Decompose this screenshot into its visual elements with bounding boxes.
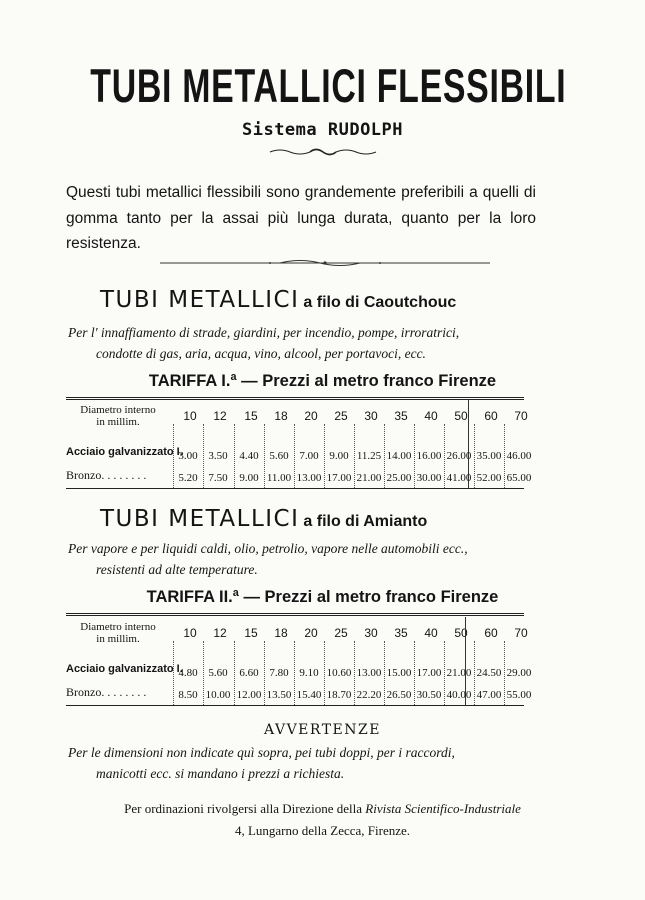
contact-info: [0, 798, 645, 842]
price-cell: 41.00: [446, 472, 472, 484]
price-cell: 13.00: [356, 667, 382, 679]
contact-address: 4, Lungarno della Zecca, Firenze.: [234, 823, 411, 838]
avvertenze-line1: Per le dimensioni non indicate quì sopra, pei tubi doppi, per i raccordi,: [68, 745, 455, 760]
price-cell: 13.00: [296, 472, 322, 484]
price-cell: 4.40: [239, 450, 259, 462]
price-cell: 6.60: [239, 667, 259, 679]
size-header: 60: [484, 409, 498, 423]
subtitle: Sistema RUDOLPH: [241, 120, 404, 140]
price-cell: 9.10: [299, 667, 319, 679]
diameter-header: [66, 621, 170, 645]
row-label: Bronzo. . . . . . . .: [66, 468, 147, 482]
price-cell: 15.40: [296, 689, 322, 701]
price-cell: 47.00: [476, 689, 502, 701]
price-cell: 55.00: [506, 689, 532, 701]
size-header: 50: [454, 409, 468, 423]
diameter-header-line1: Diametro interno: [80, 404, 156, 416]
price-cell: 25.00: [386, 472, 412, 484]
size-header: 12: [213, 409, 227, 423]
section1-title: TUBI METALLICI a filo di Caoutchouc: [100, 287, 457, 313]
section2-subtitle: a filo di Amianto: [303, 513, 428, 530]
price-cell: 14.00: [386, 450, 412, 462]
size-header: 30: [364, 626, 378, 640]
diameter-header: [66, 404, 170, 428]
intro-paragraph: Questi tubi metallici flessibili sono grandemente preferibili a quelli di gomma tanto per la assai più lunga durata, quanto per la loro resistenza.: [66, 184, 536, 252]
size-header: 25: [334, 409, 348, 423]
price-cell: 10.60: [326, 667, 352, 679]
price-cell: 11.25: [356, 450, 382, 462]
price-cell: 15.00: [386, 667, 412, 679]
price-cell: 52.00: [476, 472, 502, 484]
price-cell: 11.00: [266, 472, 292, 484]
size-header: 40: [424, 409, 438, 423]
ornament-line: [160, 256, 490, 270]
size-header: 70: [514, 409, 528, 423]
price-cell: 9.00: [329, 450, 349, 462]
diameter-header-line1: Diametro interno: [80, 621, 156, 633]
size-header: 35: [394, 409, 408, 423]
size-header: 10: [183, 626, 197, 640]
price-cell: 16.00: [416, 450, 442, 462]
table1-bottom-rule: [66, 488, 524, 489]
price-cell: 29.00: [506, 667, 532, 679]
price-cell: 7.50: [208, 472, 228, 484]
size-header: 30: [364, 409, 378, 423]
size-header: 10: [183, 409, 197, 423]
price-cell: 5.60: [208, 667, 228, 679]
price-cell: 3.50: [208, 450, 228, 462]
row-label: Acciaio galvanizzato I.: [66, 663, 183, 675]
avvertenze-text: [68, 742, 538, 784]
row-label: Bronzo. . . . . . . .: [66, 685, 147, 699]
price-cell: 30.00: [416, 472, 442, 484]
table2-top-rule: [66, 613, 524, 618]
price-cell: 18.70: [326, 689, 352, 701]
section2-description: [68, 538, 538, 580]
section2-desc-line1: Per vapore e per liquidi caldi, olio, petrolio, vapore nelle automobili ecc.,: [68, 541, 468, 556]
price-cell: 3.00: [178, 450, 198, 462]
price-cell: 5.60: [269, 450, 289, 462]
size-header: 15: [244, 626, 258, 640]
table2-bottom-rule: [66, 705, 524, 706]
price-cell: 24.50: [476, 667, 502, 679]
price-cell: 21.00: [446, 667, 472, 679]
row-label: Acciaio galvanizzato I.: [66, 446, 183, 458]
size-header: 15: [244, 409, 258, 423]
page-title: TUBI METALLICI FLESSIBILI: [90, 59, 567, 112]
price-cell: 7.00: [299, 450, 319, 462]
price-cell: 17.00: [416, 667, 442, 679]
price-cell: 46.00: [506, 450, 532, 462]
price-cell: 5.20: [178, 472, 198, 484]
section1-desc-line2: condotte di gas, aria, acqua, vino, alcool, per portavoci, ecc.: [96, 346, 426, 361]
price-cell: 13.50: [266, 689, 292, 701]
size-header: 18: [274, 409, 288, 423]
price-cell: 9.00: [239, 472, 259, 484]
size-header: 20: [304, 626, 318, 640]
size-header: 35: [394, 626, 408, 640]
price-cell: 12.00: [236, 689, 262, 701]
contact-prefix: Per ordinazioni rivolgersi alla Direzione della: [124, 801, 363, 816]
price-cell: 21.00: [356, 472, 382, 484]
section1-subtitle: a filo di Caoutchouc: [303, 294, 457, 311]
tariffa-2-heading: TARIFFA II.ª — Prezzi al metro franco Firenze: [146, 588, 499, 606]
price-cell: 10.00: [205, 689, 231, 701]
price-cell: 7.80: [269, 667, 289, 679]
tariffa-1-heading: TARIFFA I.ª — Prezzi al metro franco Firenze: [148, 372, 497, 390]
price-cell: 26.00: [446, 450, 472, 462]
section1-desc-line1: Per l' innaffiamento di strade, giardini, per incendio, pompe, irroratrici,: [68, 325, 460, 340]
size-header: 70: [514, 626, 528, 640]
size-header: 40: [424, 626, 438, 640]
size-header: 18: [274, 626, 288, 640]
price-cell: 26.50: [386, 689, 412, 701]
size-header: 25: [334, 626, 348, 640]
avvertenze-line2: manicotti ecc. si mandano i prezzi a richiesta.: [96, 766, 345, 781]
price-cell: 65.00: [506, 472, 532, 484]
price-cell: 8.50: [178, 689, 198, 701]
contact-line1: [0, 798, 645, 820]
diameter-header-line2: in millim.: [96, 633, 140, 645]
price-cell: 35.00: [476, 450, 502, 462]
size-header: 12: [213, 626, 227, 640]
section2-title: TUBI METALLICI a filo di Amianto: [100, 506, 428, 532]
journal-name: Rivista Scientifico-Industriale: [365, 801, 521, 816]
avvertenze-title: AVVERTENZE: [264, 722, 381, 738]
price-cell: 17.00: [326, 472, 352, 484]
size-header: 20: [304, 409, 318, 423]
section2-desc-line2: resistenti ad alte temperature.: [96, 562, 258, 577]
size-header: 60: [484, 626, 498, 640]
price-cell: 4.80: [178, 667, 198, 679]
price-cell: 22.20: [356, 689, 382, 701]
price-cell: 40.00: [446, 689, 472, 701]
ornament-divider: [268, 146, 378, 158]
diameter-header-line2: in millim.: [96, 416, 140, 428]
table1-top-rule: [66, 397, 524, 402]
price-cell: 30.50: [416, 689, 442, 701]
section1-description: [68, 322, 538, 364]
size-header: 50: [454, 626, 468, 640]
